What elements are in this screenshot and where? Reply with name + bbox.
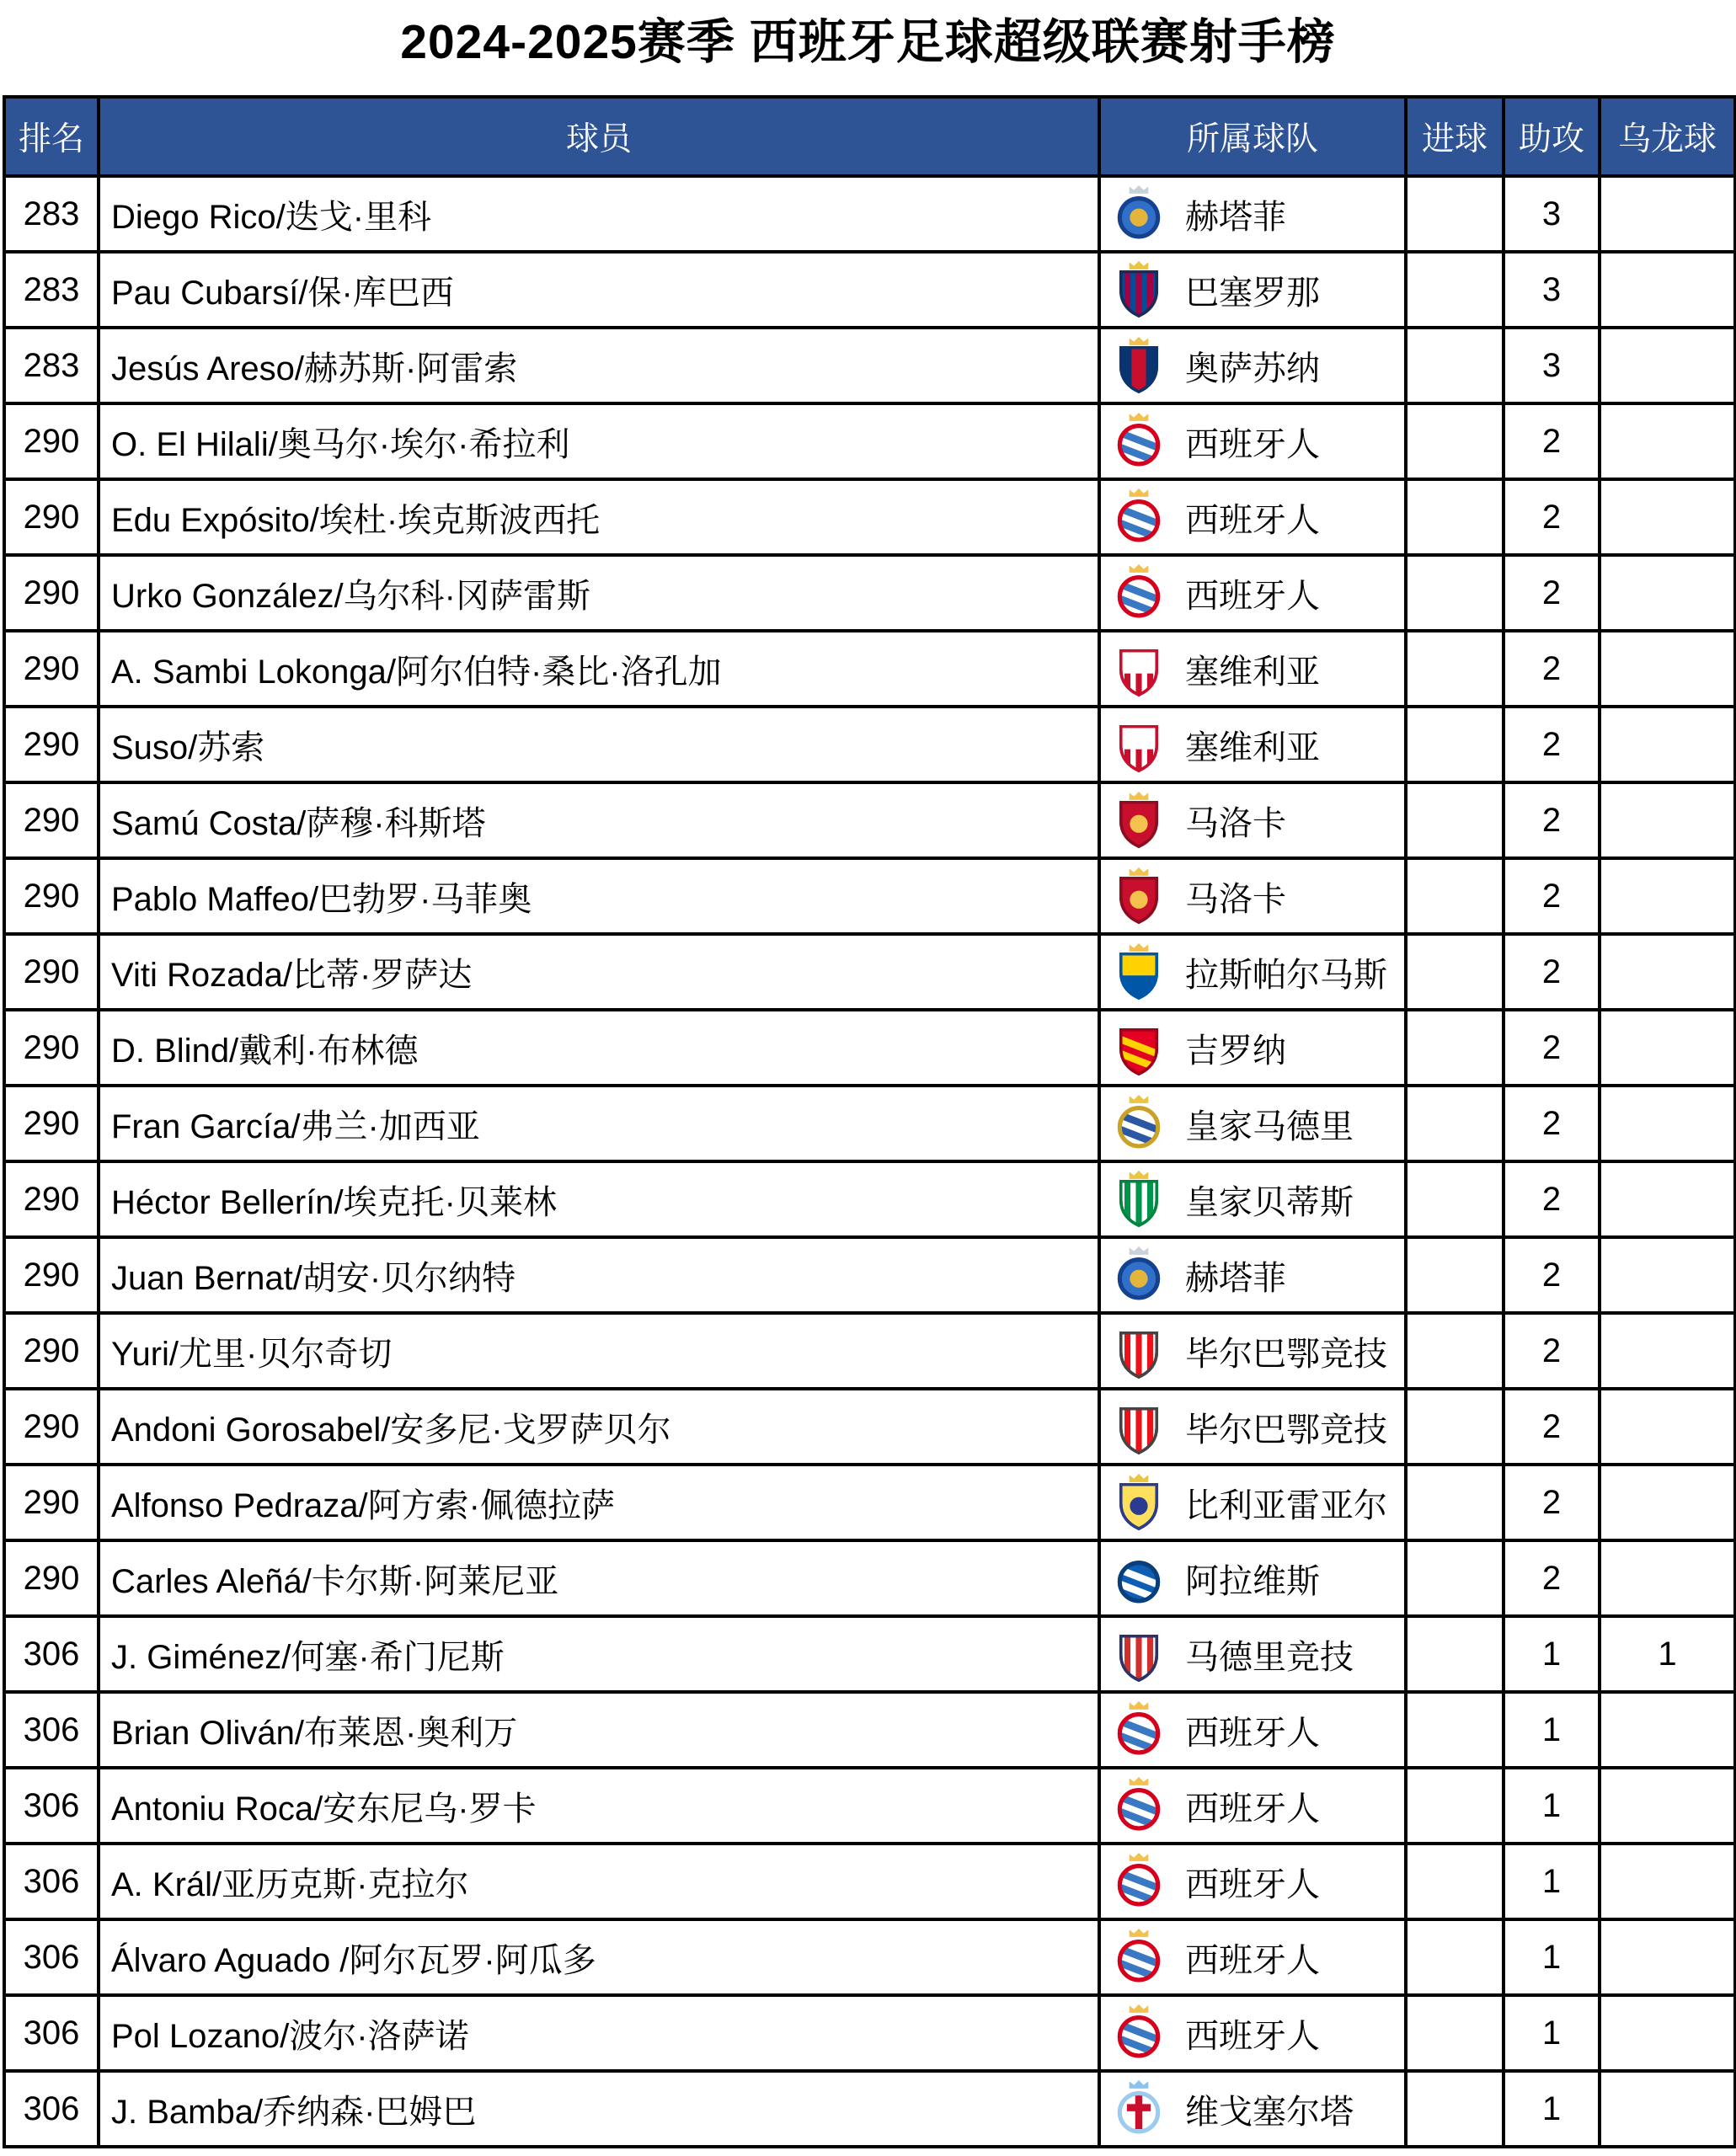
team-name: 巴塞罗那	[1185, 274, 1320, 312]
assists-cell: 2	[1504, 1161, 1600, 1237]
table-row	[4, 1768, 1735, 1844]
assists-cell: 2	[1504, 707, 1600, 782]
goals-cell	[1406, 2071, 1504, 2147]
player-name-cell: Carles Aleñá/卡尔斯·阿莱尼亚	[99, 1540, 1099, 1616]
own-goals-cell	[1600, 1010, 1735, 1086]
goals-cell	[1406, 1844, 1504, 1919]
player-name-cell: Álvaro Aguado /阿尔瓦罗·阿瓜多	[99, 1919, 1099, 1995]
team-badge	[1114, 337, 1163, 394]
team-cell	[1099, 328, 1406, 403]
goals-cell	[1406, 1389, 1504, 1465]
rank-cell: 306	[4, 1995, 99, 2071]
team-name: 马德里竞技	[1185, 1638, 1354, 1676]
own-goals-cell	[1600, 176, 1735, 252]
assists-cell: 2	[1504, 1389, 1600, 1465]
rank-cell: 283	[4, 176, 99, 252]
player-name-cell: A. Král/亚历克斯·克拉尔	[99, 1844, 1099, 1919]
table-row	[4, 1086, 1735, 1161]
table-header	[4, 97, 1735, 176]
goals-cell	[1406, 1616, 1504, 1692]
assists-cell: 1	[1504, 1995, 1600, 2071]
team-name: 马洛卡	[1185, 804, 1286, 842]
goals-cell	[1406, 252, 1504, 328]
player-name-cell: Pol Lozano/波尔·洛萨诺	[99, 1995, 1099, 2071]
team-badge	[1114, 261, 1163, 318]
team-name: 吉罗纳	[1185, 1032, 1286, 1070]
goals-cell	[1406, 403, 1504, 479]
header-goals: 进球	[1406, 97, 1504, 176]
player-name-cell: Andoni Gorosabel/安多尼·戈罗萨贝尔	[99, 1389, 1099, 1465]
table-row	[4, 1919, 1735, 1995]
goals-cell	[1406, 1086, 1504, 1161]
rank-cell: 290	[4, 782, 99, 858]
goals-cell	[1406, 1919, 1504, 1995]
player-name-cell: Yuri/尤里·贝尔奇切	[99, 1313, 1099, 1389]
assists-cell: 1	[1504, 1844, 1600, 1919]
team-badge	[1114, 716, 1163, 773]
own-goals-cell	[1600, 1161, 1735, 1237]
player-name-cell: Diego Rico/迭戈·里科	[99, 176, 1099, 252]
rank-cell: 290	[4, 1086, 99, 1161]
table-row	[4, 858, 1735, 934]
team-badge	[1114, 488, 1163, 546]
team-badge-espanyol-icon	[1114, 1853, 1163, 1910]
rank-cell: 290	[4, 631, 99, 707]
own-goals-cell	[1600, 2071, 1735, 2147]
team-badge	[1114, 413, 1163, 470]
own-goals-cell	[1600, 403, 1735, 479]
table-row	[4, 1010, 1735, 1086]
team-cell	[1099, 555, 1406, 631]
rank-cell: 290	[4, 1313, 99, 1389]
team-cell	[1099, 1389, 1406, 1465]
team-badge-getafe-icon	[1114, 1246, 1163, 1304]
team-cell	[1099, 403, 1406, 479]
team-badge-alaves-icon	[1114, 1550, 1163, 1607]
player-name-cell: Alfonso Pedraza/阿方索·佩德拉萨	[99, 1465, 1099, 1540]
goals-cell	[1406, 1768, 1504, 1844]
table-row	[4, 1844, 1735, 1919]
team-cell	[1099, 1313, 1406, 1389]
player-name-cell: Antoniu Roca/安东尼乌·罗卡	[99, 1768, 1099, 1844]
goals-cell	[1406, 1465, 1504, 1540]
goals-cell	[1406, 707, 1504, 782]
own-goals-cell	[1600, 1995, 1735, 2071]
team-name: 赫塔菲	[1185, 1259, 1286, 1297]
player-name-cell: Suso/苏索	[99, 707, 1099, 782]
goals-cell	[1406, 782, 1504, 858]
table-row	[4, 1616, 1735, 1692]
team-name: 西班牙人	[1185, 1941, 1320, 1979]
player-name-cell: O. El Hilali/奥马尔·埃尔·希拉利	[99, 403, 1099, 479]
assists-cell: 2	[1504, 1010, 1600, 1086]
team-badge-sevilla-icon	[1114, 640, 1163, 697]
team-badge-villarreal-icon	[1114, 1474, 1163, 1531]
assists-cell: 2	[1504, 1237, 1600, 1313]
team-cell	[1099, 1919, 1406, 1995]
assists-cell: 1	[1504, 1692, 1600, 1768]
goals-cell	[1406, 1540, 1504, 1616]
assists-cell: 1	[1504, 1768, 1600, 1844]
own-goals-cell	[1600, 1540, 1735, 1616]
team-cell	[1099, 1768, 1406, 1844]
rank-cell: 290	[4, 1237, 99, 1313]
assists-cell: 1	[1504, 1616, 1600, 1692]
team-cell	[1099, 1086, 1406, 1161]
team-cell	[1099, 1237, 1406, 1313]
team-badge	[1114, 185, 1163, 243]
table-row	[4, 176, 1735, 252]
own-goals-cell	[1600, 1844, 1735, 1919]
team-badge-espanyol-icon	[1114, 488, 1163, 546]
team-badge	[1114, 1246, 1163, 1304]
own-goals-cell	[1600, 1465, 1735, 1540]
own-goals-cell	[1600, 252, 1735, 328]
player-name-cell: Juan Bernat/胡安·贝尔纳特	[99, 1237, 1099, 1313]
rank-cell: 306	[4, 1692, 99, 1768]
team-badge	[1114, 564, 1163, 622]
team-badge	[1114, 1929, 1163, 1986]
header-row	[4, 97, 1735, 176]
assists-cell: 2	[1504, 782, 1600, 858]
player-name-cell: Fran García/弗兰·加西亚	[99, 1086, 1099, 1161]
team-badge	[1114, 1322, 1163, 1380]
player-name-cell: Viti Rozada/比蒂·罗萨达	[99, 934, 1099, 1010]
player-name-cell: Brian Oliván/布莱恩·奥利万	[99, 1692, 1099, 1768]
table-row	[4, 1540, 1735, 1616]
team-badge-espanyol-icon	[1114, 1929, 1163, 1986]
own-goals-cell	[1600, 631, 1735, 707]
team-cell	[1099, 2071, 1406, 2147]
goals-cell	[1406, 328, 1504, 403]
own-goals-cell	[1600, 1389, 1735, 1465]
team-name: 西班牙人	[1185, 425, 1320, 463]
team-badge-mallorca-icon	[1114, 792, 1163, 849]
assists-cell: 2	[1504, 555, 1600, 631]
team-cell	[1099, 1161, 1406, 1237]
table-body	[4, 176, 1735, 2147]
assists-cell: 3	[1504, 328, 1600, 403]
page-title: 2024-2025赛季 西班牙足球超级联赛射手榜	[400, 15, 1336, 69]
team-badge	[1114, 1625, 1163, 1683]
team-badge-athletic-icon	[1114, 1322, 1163, 1380]
goals-cell	[1406, 1161, 1504, 1237]
goals-cell	[1406, 1995, 1504, 2071]
rank-cell: 306	[4, 1919, 99, 1995]
header-player: 球员	[99, 97, 1099, 176]
team-name: 比利亚雷亚尔	[1185, 1486, 1387, 1524]
rank-cell: 283	[4, 252, 99, 328]
goals-cell	[1406, 176, 1504, 252]
team-badge	[1114, 1019, 1163, 1076]
team-name: 阿拉维斯	[1185, 1562, 1320, 1600]
team-badge-espanyol-icon	[1114, 1777, 1163, 1834]
goals-cell	[1406, 631, 1504, 707]
team-name: 奥萨苏纳	[1185, 350, 1320, 387]
team-cell	[1099, 1844, 1406, 1919]
table-row	[4, 2071, 1735, 2147]
own-goals-cell	[1600, 1086, 1735, 1161]
team-name: 西班牙人	[1185, 1865, 1320, 1903]
rank-cell: 290	[4, 1161, 99, 1237]
table-row	[4, 1237, 1735, 1313]
table-row	[4, 1465, 1735, 1540]
team-badge	[1114, 1777, 1163, 1834]
assists-cell: 1	[1504, 2071, 1600, 2147]
rank-cell: 290	[4, 1465, 99, 1540]
team-badge-barcelona-icon	[1114, 261, 1163, 318]
player-name-cell: A. Sambi Lokonga/阿尔伯特·桑比·洛孔加	[99, 631, 1099, 707]
table-row	[4, 1692, 1735, 1768]
team-name: 西班牙人	[1185, 1790, 1320, 1828]
team-badge	[1114, 2004, 1163, 2062]
team-name: 维戈塞尔塔	[1185, 2093, 1354, 2131]
assists-cell: 3	[1504, 252, 1600, 328]
rank-cell: 306	[4, 1616, 99, 1692]
assists-cell: 2	[1504, 1540, 1600, 1616]
team-badge-real_madrid-icon	[1114, 1095, 1163, 1152]
rank-cell: 306	[4, 1844, 99, 1919]
team-cell	[1099, 479, 1406, 555]
team-badge-espanyol-icon	[1114, 564, 1163, 622]
table-row	[4, 555, 1735, 631]
assists-cell: 3	[1504, 176, 1600, 252]
table-row	[4, 252, 1735, 328]
team-badge	[1114, 1474, 1163, 1531]
assists-cell: 1	[1504, 1919, 1600, 1995]
team-badge	[1114, 792, 1163, 849]
assists-cell: 2	[1504, 1313, 1600, 1389]
rank-cell: 290	[4, 555, 99, 631]
assists-cell: 2	[1504, 1465, 1600, 1540]
team-name: 毕尔巴鄂竞技	[1185, 1411, 1387, 1449]
player-name-cell: Héctor Bellerín/埃克托·贝莱林	[99, 1161, 1099, 1237]
team-badge	[1114, 1398, 1163, 1455]
table-row	[4, 1161, 1735, 1237]
goals-cell	[1406, 1237, 1504, 1313]
team-cell	[1099, 1692, 1406, 1768]
rank-cell: 290	[4, 858, 99, 934]
team-cell	[1099, 1465, 1406, 1540]
rank-cell: 306	[4, 2071, 99, 2147]
team-cell	[1099, 934, 1406, 1010]
team-badge	[1114, 1550, 1163, 1607]
rank-cell: 290	[4, 1010, 99, 1086]
own-goals-cell	[1600, 1692, 1735, 1768]
player-name-cell: J. Giménez/何塞·希门尼斯	[99, 1616, 1099, 1692]
rank-cell: 290	[4, 403, 99, 479]
assists-cell: 2	[1504, 631, 1600, 707]
table-row	[4, 934, 1735, 1010]
team-name: 塞维利亚	[1185, 728, 1320, 766]
team-badge	[1114, 1853, 1163, 1910]
team-badge-athletic-icon	[1114, 1398, 1163, 1455]
own-goals-cell	[1600, 934, 1735, 1010]
team-badge	[1114, 2080, 1163, 2137]
team-badge-espanyol-icon	[1114, 413, 1163, 470]
team-badge-espanyol-icon	[1114, 1701, 1163, 1758]
rank-cell: 290	[4, 479, 99, 555]
team-cell	[1099, 1995, 1406, 2071]
team-badge-betis-icon	[1114, 1171, 1163, 1228]
own-goals-cell	[1600, 479, 1735, 555]
assists-cell: 2	[1504, 858, 1600, 934]
table-row	[4, 479, 1735, 555]
own-goals-cell	[1600, 555, 1735, 631]
player-name-cell: Pablo Maffeo/巴勃罗·马菲奥	[99, 858, 1099, 934]
player-name-cell: Samú Costa/萨穆·科斯塔	[99, 782, 1099, 858]
team-badge	[1114, 1171, 1163, 1228]
rank-cell: 290	[4, 1540, 99, 1616]
rank-cell: 306	[4, 1768, 99, 1844]
rank-cell: 290	[4, 707, 99, 782]
team-badge-girona-icon	[1114, 1019, 1163, 1076]
header-team: 所属球队	[1099, 97, 1406, 176]
team-badge	[1114, 867, 1163, 925]
team-cell	[1099, 252, 1406, 328]
own-goals-cell	[1600, 707, 1735, 782]
scorers-table	[3, 95, 1736, 2148]
team-badge	[1114, 1095, 1163, 1152]
own-goals-cell: 1	[1600, 1616, 1735, 1692]
team-name: 毕尔巴鄂竞技	[1185, 1335, 1387, 1373]
rank-cell: 290	[4, 934, 99, 1010]
table-row	[4, 403, 1735, 479]
team-name: 马洛卡	[1185, 880, 1286, 918]
team-cell	[1099, 782, 1406, 858]
header-rank: 排名	[4, 97, 99, 176]
rank-cell: 290	[4, 1389, 99, 1465]
player-name-cell: D. Blind/戴利·布林德	[99, 1010, 1099, 1086]
own-goals-cell	[1600, 1313, 1735, 1389]
header-own-goals: 乌龙球	[1600, 97, 1735, 176]
goals-cell	[1406, 1313, 1504, 1389]
assists-cell: 2	[1504, 403, 1600, 479]
team-name: 拉斯帕尔马斯	[1185, 956, 1387, 994]
assists-cell: 2	[1504, 1086, 1600, 1161]
player-name-cell: Urko González/乌尔科·冈萨雷斯	[99, 555, 1099, 631]
header-assists: 助攻	[1504, 97, 1600, 176]
player-name-cell: Edu Expósito/埃杜·埃克斯波西托	[99, 479, 1099, 555]
team-cell	[1099, 176, 1406, 252]
team-cell	[1099, 1010, 1406, 1086]
team-name: 西班牙人	[1185, 1714, 1320, 1752]
rank-cell: 283	[4, 328, 99, 403]
team-name: 皇家贝蒂斯	[1185, 1183, 1354, 1221]
team-name: 塞维利亚	[1185, 653, 1320, 691]
own-goals-cell	[1600, 1768, 1735, 1844]
team-badge-celta-icon	[1114, 2080, 1163, 2137]
goals-cell	[1406, 1010, 1504, 1086]
team-name: 西班牙人	[1185, 501, 1320, 539]
own-goals-cell	[1600, 858, 1735, 934]
team-cell	[1099, 1540, 1406, 1616]
table-row	[4, 328, 1735, 403]
goals-cell	[1406, 934, 1504, 1010]
team-name: 赫塔菲	[1185, 198, 1286, 236]
table-row	[4, 1389, 1735, 1465]
table-row	[4, 707, 1735, 782]
team-cell	[1099, 631, 1406, 707]
team-badge-las_palmas-icon	[1114, 943, 1163, 1001]
player-name-cell: Jesús Areso/赫苏斯·阿雷索	[99, 328, 1099, 403]
own-goals-cell	[1600, 328, 1735, 403]
team-cell	[1099, 858, 1406, 934]
own-goals-cell	[1600, 1919, 1735, 1995]
own-goals-cell	[1600, 782, 1735, 858]
table-row	[4, 631, 1735, 707]
team-badge-getafe-icon	[1114, 185, 1163, 243]
table-row	[4, 1995, 1735, 2071]
assists-cell: 2	[1504, 934, 1600, 1010]
team-badge-espanyol-icon	[1114, 2004, 1163, 2062]
goals-cell	[1406, 555, 1504, 631]
table-row	[4, 1313, 1735, 1389]
player-name-cell: J. Bamba/乔纳森·巴姆巴	[99, 2071, 1099, 2147]
team-badge	[1114, 1701, 1163, 1758]
goals-cell	[1406, 1692, 1504, 1768]
team-name: 西班牙人	[1185, 2017, 1320, 2055]
team-cell	[1099, 1616, 1406, 1692]
table-row	[4, 782, 1735, 858]
goals-cell	[1406, 858, 1504, 934]
team-badge	[1114, 943, 1163, 1001]
team-badge-osasuna-icon	[1114, 337, 1163, 394]
team-name: 皇家马德里	[1185, 1107, 1354, 1145]
team-name: 西班牙人	[1185, 577, 1320, 615]
goals-cell	[1406, 479, 1504, 555]
team-badge-atletico-icon	[1114, 1625, 1163, 1683]
player-name-cell: Pau Cubarsí/保·库巴西	[99, 252, 1099, 328]
team-cell	[1099, 707, 1406, 782]
team-badge-sevilla-icon	[1114, 716, 1163, 773]
assists-cell: 2	[1504, 479, 1600, 555]
own-goals-cell	[1600, 1237, 1735, 1313]
team-badge	[1114, 640, 1163, 697]
team-badge-mallorca-icon	[1114, 867, 1163, 925]
